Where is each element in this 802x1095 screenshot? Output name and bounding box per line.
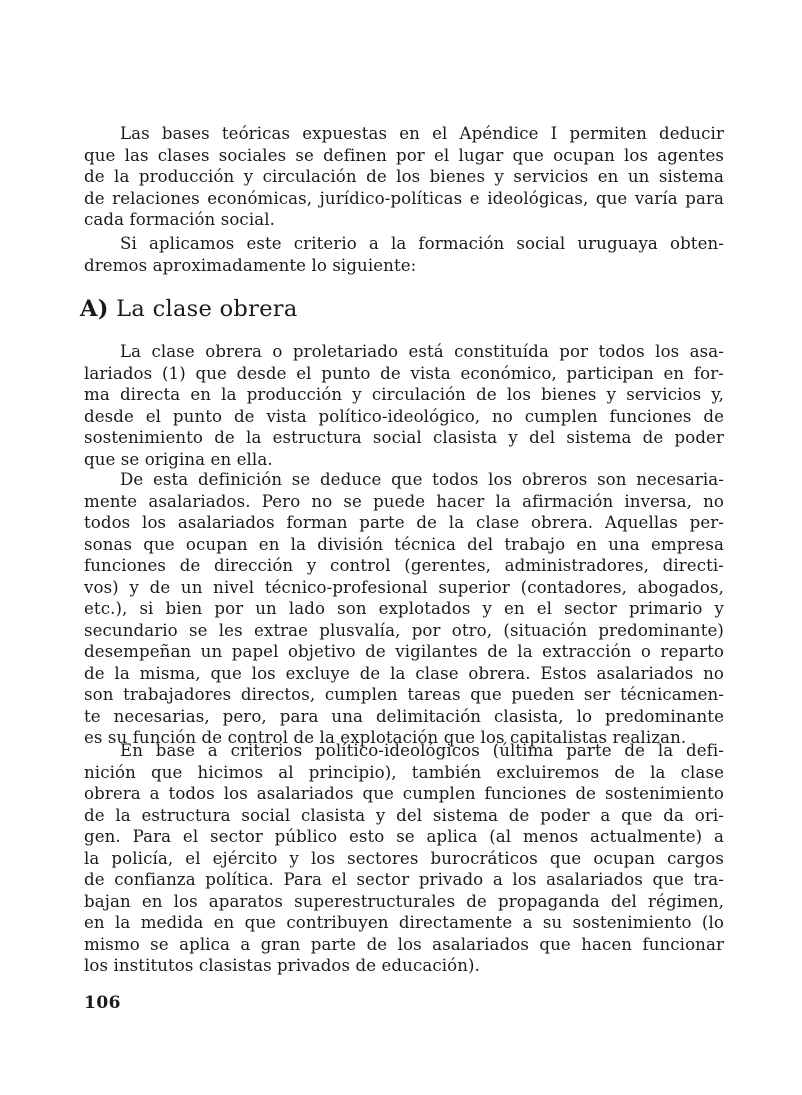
second-intro-paragraph	[84, 233, 724, 276]
text-line: De esta definición se deduce que todos los obreros son necesaria-	[120, 470, 724, 489]
text-line: de la misma, que los excluye de la clase obrera. Estos asalariados no	[84, 663, 724, 683]
text-line: de relaciones económicas, jurídico-políticas e ideológicas, que varía para	[84, 188, 724, 208]
text-line: funciones de dirección y control (gerentes, administradores, directi-	[84, 556, 724, 575]
text-line: etc.), si bien por un lado son explotados y en el sector primario y	[84, 599, 724, 618]
intro-paragraph	[84, 123, 724, 231]
section-letter: A)	[80, 296, 109, 322]
text-line: todos los asalariados forman parte de la clase obrera. Aquellas per-	[84, 513, 724, 532]
text-line: ma directa en la producción y circulación de los bienes y servicios y,	[84, 385, 724, 404]
text-line: cada formación social.	[84, 210, 276, 229]
text-line: los institutos clasistas privados de educación).	[84, 956, 480, 975]
text-line: de confianza política. Para el sector privado a los asalariados que tra-	[84, 870, 724, 889]
section-heading	[80, 296, 298, 322]
paragraph-definition	[84, 341, 724, 470]
section-title: La clase obrera	[116, 296, 298, 322]
text-line: mismo se aplica a gran parte de los asalariados que hacen funcionar	[84, 934, 724, 954]
text-line: desempeñan un papel objetivo de vigilantes de la extracción o reparto	[84, 642, 724, 661]
text-line: secundario se les extrae plusvalía, por otro, (situación predominante)	[84, 620, 724, 640]
page-number: 106	[84, 993, 121, 1013]
text-line: La clase obrera o proletariado está constituída por todos los asa-	[120, 342, 724, 361]
text-line: bajan en los aparatos superestructurales de propaganda del régimen,	[84, 891, 724, 911]
text-line: obrera a todos los asalariados que cumplen funciones de sostenimiento	[84, 784, 724, 803]
text-line: Si aplicamos este criterio a la formación social uruguaya obten-	[120, 234, 724, 253]
text-line: son trabajadores directos, cumplen tareas que pueden ser técnicamen-	[84, 685, 724, 704]
text-line: te necesarias, pero, para una delimitación clasista, lo predominante	[84, 706, 724, 726]
text-line: sonas que ocupan en la división técnica del trabajo en una empresa	[84, 534, 724, 554]
text-line: de la estructura social clasista y del sistema de poder a que da ori-	[84, 805, 724, 825]
text-line: Las bases teóricas expuestas en el Apéndice I permiten deducir	[120, 124, 724, 143]
text-line: de la producción y circulación de los bienes y servicios en un sistema	[84, 167, 724, 186]
text-line: lariados (1) que desde el punto de vista económico, participan en for-	[84, 363, 724, 383]
text-line: gen. Para el sector público esto se aplica (al menos actualmente) a	[84, 827, 724, 846]
text-line: desde el punto de vista político-ideológico, no cumplen funciones de	[84, 406, 724, 426]
text-line: nición que hicimos al principio), también excluiremos de la clase	[84, 762, 724, 782]
text-line: dremos aproximadamente lo siguiente:	[84, 255, 417, 275]
text-line: es su función de control de la explotación que los capitalistas realizan.	[84, 728, 687, 747]
paragraph-deduction	[84, 469, 724, 749]
text-line: En base a criterios político-ideológicos (última parte de la defi-	[120, 741, 724, 760]
text-line: que se origina en ella.	[84, 449, 273, 469]
text-line: sostenimiento de la estructura social clasista y del sistema de poder	[84, 428, 724, 447]
text-line: mente asalariados. Pero no se puede hacer la afirmación inversa, no	[84, 491, 724, 511]
text-line: que las clases sociales se definen por el lugar que ocupan los agentes	[84, 145, 724, 165]
paragraph-criteria	[84, 740, 724, 977]
text-line: la policía, el ejército y los sectores burocráticos que ocupan cargos	[84, 848, 724, 868]
text-line: vos) y de un nivel técnico-profesional superior (contadores, abogados,	[84, 577, 724, 597]
text-line: en la medida en que contribuyen directamente a su sostenimiento (lo	[84, 913, 724, 932]
